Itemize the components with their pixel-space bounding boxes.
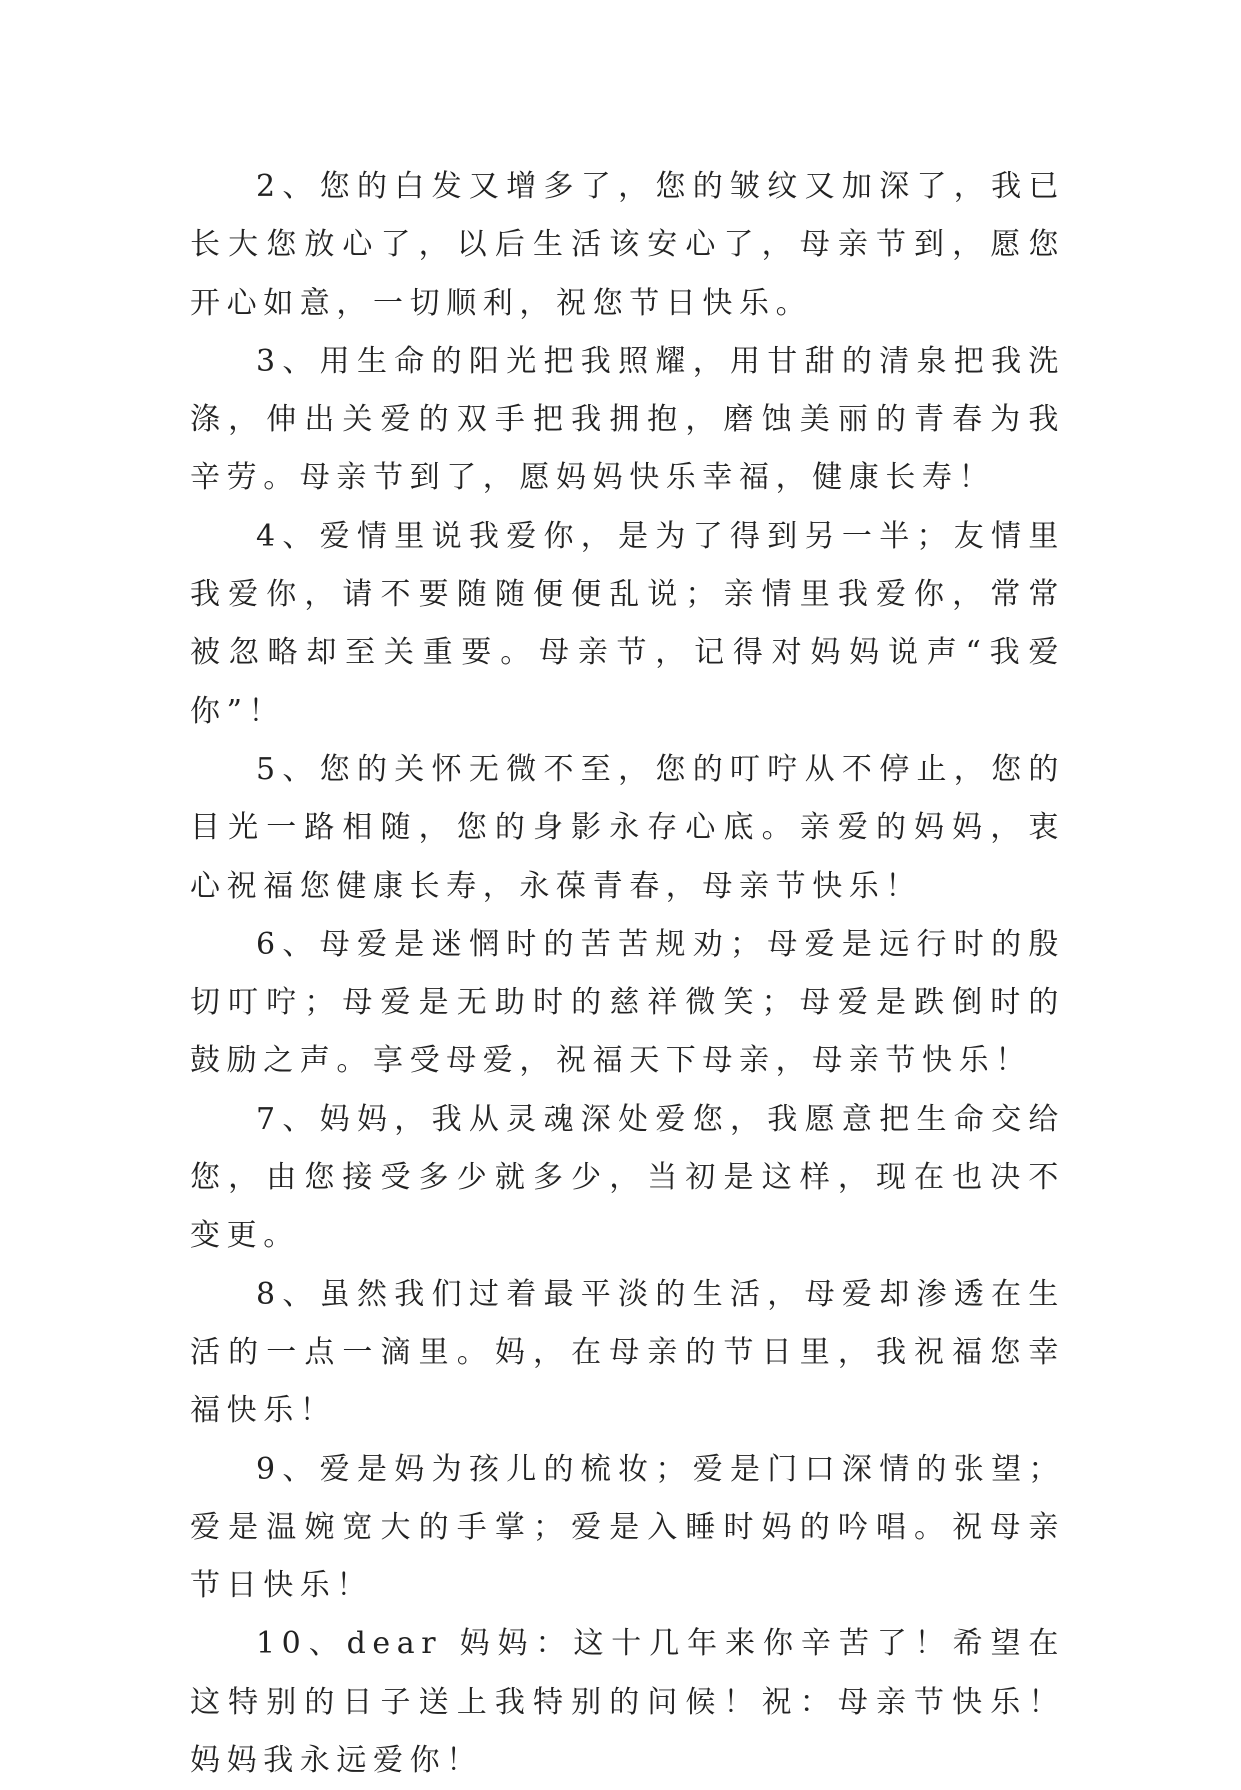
- paragraph-4: 4、爱情里说我爱你，是为了得到另一半；友情里我爱你，请不要随随便便乱说；亲情里我爱你，常常被忽略却至关重要。母亲节，记得对妈妈说声“我爱你”！: [190, 518, 1065, 729]
- paragraph-7: 7、妈妈，我从灵魂深处爱您，我愿意把生命交给您，由您接受多少就多少，当初是这样，现在也决不变更。: [190, 1101, 1065, 1254]
- paragraph-2: 2、您的白发又增多了，您的皱纹又加深了，我已长大您放心了，以后生活该安心了，母亲节到，愿您开心如意，一切顺利，祝您节日快乐。: [190, 169, 1065, 321]
- paragraph-6: 6、母爱是迷惘时的苦苦规劝；母爱是远行时的殷切叮咛；母爱是无助时的慈祥微笑；母爱是跌倒时的鼓励之声。享受母爱，祝福天下母亲，母亲节快乐！: [190, 926, 1065, 1079]
- document-body: [190, 158, 1065, 1790]
- paragraph-5: 5、您的关怀无微不至，您的叮咛从不停止，您的目光一路相随，您的身影永存心底。亲爱的妈妈，衷心祝福您健康长寿，永葆青春，母亲节快乐！: [190, 751, 1065, 904]
- paragraph-8: 8、虽然我们过着最平淡的生活，母爱却渗透在生活的一点一滴里。妈，在母亲的节日里，我祝福您幸福快乐！: [190, 1276, 1065, 1429]
- paragraph-10: 10、dear 妈妈：这十几年来你辛苦了！希望在这特别的日子送上我特别的问候！祝：母亲节快乐！妈妈我永远爱你！: [190, 1626, 1065, 1779]
- paragraph-9: 9、爱是妈为孩儿的梳妆；爱是门口深情的张望；爱是温婉宽大的手掌；爱是入睡时妈的吟唱。祝母亲节日快乐！: [190, 1451, 1065, 1604]
- paragraph-3: 3、用生命的阳光把我照耀，用甘甜的清泉把我洗涤，伸出关爱的双手把我拥抱，磨蚀美丽的青春为我辛劳。母亲节到了，愿妈妈快乐幸福，健康长寿！: [190, 343, 1065, 496]
